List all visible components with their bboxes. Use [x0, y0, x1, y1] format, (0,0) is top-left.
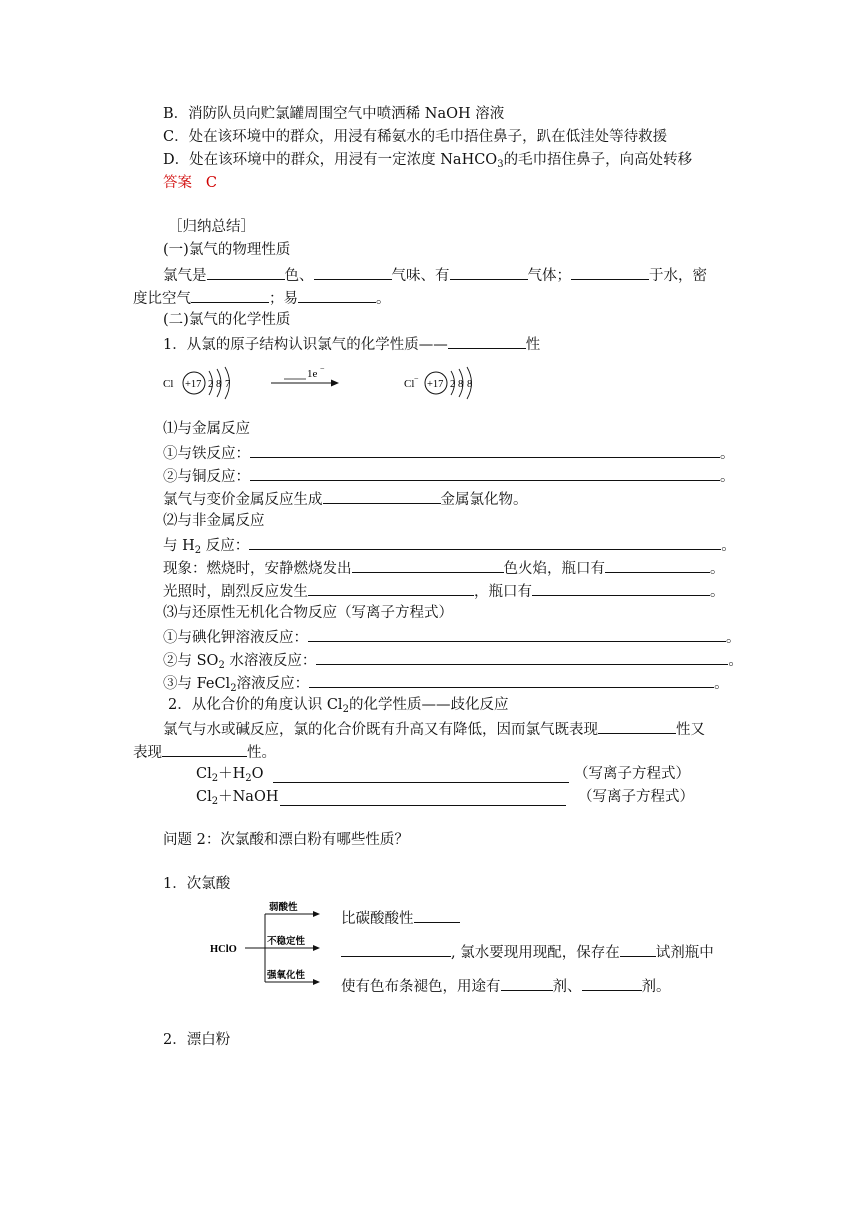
- equation-naoh: $Cl_2+NaOH$: [196, 789, 279, 807]
- right-shell-1: 2: [450, 379, 456, 390]
- blank-valence[interactable]: [323, 488, 441, 504]
- note-naoh: （写离子方程式）: [578, 789, 694, 805]
- blank-easy[interactable]: [298, 287, 376, 303]
- blank-flame-color[interactable]: [352, 557, 504, 573]
- bleach-title: 2．漂白粉: [163, 1032, 231, 1048]
- item-2-body-1: 氯气与水或碱反应，氯的化合价既有升高又有降低，因而氯气既表现 性又: [163, 718, 705, 740]
- blank-use-2[interactable]: [582, 975, 642, 991]
- blank-odor[interactable]: [314, 264, 392, 280]
- phenomenon-line: 现象：燃烧时，安静燃烧发出 色火焰，瓶口有 。: [163, 557, 725, 579]
- blank-solubility[interactable]: [571, 264, 649, 280]
- fecl2-line: ③与 FeCl$_2$溶液反应： 。: [163, 672, 729, 699]
- item-2-body-2: 表现 性。: [133, 741, 276, 763]
- left-shell-2: 8: [216, 379, 222, 390]
- answer-value: C: [205, 175, 217, 191]
- hclo-row-3: 使有色布条褪色，用途有 剂、 剂。: [341, 975, 671, 997]
- hclo-title: 1．次氯酸: [163, 876, 231, 892]
- option-b: B．消防队员向贮氯罐周围空气中喷洒稀 NaOH 溶液: [163, 106, 505, 122]
- branch-oxidizing: 强氧化性: [267, 971, 306, 981]
- answer-label: 答案: [163, 175, 192, 191]
- answer-line: [163, 173, 217, 193]
- physical-line-1: 氯气是 色、 气味、有 气体； 于水，密: [163, 264, 707, 286]
- blank-color[interactable]: [207, 264, 285, 280]
- arrow-head: [331, 380, 339, 387]
- blank-light-mouth[interactable]: [532, 580, 710, 596]
- iron-line: ①与铁反应： 。: [163, 442, 735, 464]
- light-line: 光照时，剧烈反应发生 ，瓶口有 。: [163, 580, 725, 602]
- branch-weak-acid: 弱酸性: [269, 903, 298, 913]
- blank-acidity[interactable]: [414, 907, 460, 923]
- atom-structure-diagram: [150, 362, 510, 404]
- question-2: 问题 2：次氯酸和漂白粉有哪些性质？: [163, 832, 409, 848]
- blank-ki[interactable]: [308, 626, 726, 642]
- item-2-title: 2．从化合价的角度认识 $Cl_2$的化学性质——歧化反应: [168, 697, 509, 715]
- blank-use-1[interactable]: [501, 975, 553, 991]
- blank-bottle[interactable]: [620, 941, 656, 957]
- physical-line-2: 度比空气 ；易 。: [133, 287, 391, 309]
- blank-oxidizing[interactable]: [598, 718, 676, 734]
- right-cl-symbol: Cl: [404, 378, 415, 390]
- right-shell-2: 8: [458, 379, 464, 390]
- hclo-formula: HClO: [210, 944, 237, 955]
- chemical-title: (二)氯气的化学性质: [163, 312, 291, 328]
- item-1: 1．从氯的原子结构认识氯气的化学性质—— 性: [163, 333, 540, 355]
- blank-bottle-mouth[interactable]: [605, 557, 710, 573]
- blank-eq-water[interactable]: [273, 767, 569, 783]
- blank-eq-naoh[interactable]: [280, 790, 566, 806]
- h2-line: 与 $H_2$ 反应： 。: [163, 534, 736, 561]
- arrow-electron-label: 1e: [307, 368, 318, 380]
- reducing-title: ⑶与还原性无机化合物反应（写离子方程式）: [163, 605, 453, 621]
- left-nucleus-charge: +17: [185, 379, 202, 390]
- hclo-row-1: 比碳酸酸性: [341, 907, 460, 929]
- left-cl-symbol: Cl: [163, 378, 174, 390]
- blank-reducing[interactable]: [162, 741, 247, 757]
- blank-iron[interactable]: [250, 442, 720, 458]
- ki-line: ①与碘化钾溶液反应： 。: [163, 626, 741, 648]
- right-shell-3: 8: [467, 379, 473, 390]
- blank-fecl2[interactable]: [309, 672, 714, 688]
- variable-metal-line: 氯气与变价金属反应生成 金属氯化物。: [163, 488, 528, 510]
- right-cl-sup: −: [414, 374, 419, 383]
- blank-so2[interactable]: [316, 649, 728, 665]
- blank-copper[interactable]: [250, 465, 720, 481]
- blank-light-reaction[interactable]: [308, 580, 474, 596]
- so2-line: ②与 $SO_2$ 水溶液反应： 。: [163, 649, 743, 676]
- physical-title: (一)氯气的物理性质: [163, 242, 291, 258]
- equation-water: $Cl_2+H_2O$: [196, 766, 264, 784]
- blank-toxic[interactable]: [450, 264, 528, 280]
- hclo-row-2: , 氯水要现用现配，保存在 试剂瓶中: [341, 941, 714, 963]
- option-c: C．处在该环境中的群众，用浸有稀氨水的毛巾捂住鼻子，趴在低洼处等待救援: [163, 129, 668, 145]
- left-shell-3: 7: [225, 379, 231, 390]
- nonmetal-title: ⑵与非金属反应: [163, 513, 265, 529]
- blank-h2[interactable]: [249, 534, 721, 550]
- branch-unstable: 不稳定性: [267, 937, 306, 947]
- left-shell-1: 2: [208, 379, 214, 390]
- right-nucleus-charge: +17: [427, 379, 444, 390]
- arrow-electron-sup: −: [320, 364, 325, 373]
- option-d: D．处在该环境中的群众，用浸有一定浓度 NaHCO$_3$的毛巾捂住鼻子，向高处转移: [163, 152, 693, 170]
- summary-heading: ［归纳总结］: [168, 219, 255, 235]
- metal-title: ⑴与金属反应: [163, 421, 250, 437]
- hclo-branch-diagram: [205, 896, 335, 1000]
- note-water: （写离子方程式）: [574, 766, 690, 782]
- blank-property[interactable]: [448, 333, 526, 349]
- blank-density[interactable]: [191, 287, 269, 303]
- copper-line: ②与铜反应： 。: [163, 465, 735, 487]
- blank-decomposition[interactable]: [341, 941, 451, 957]
